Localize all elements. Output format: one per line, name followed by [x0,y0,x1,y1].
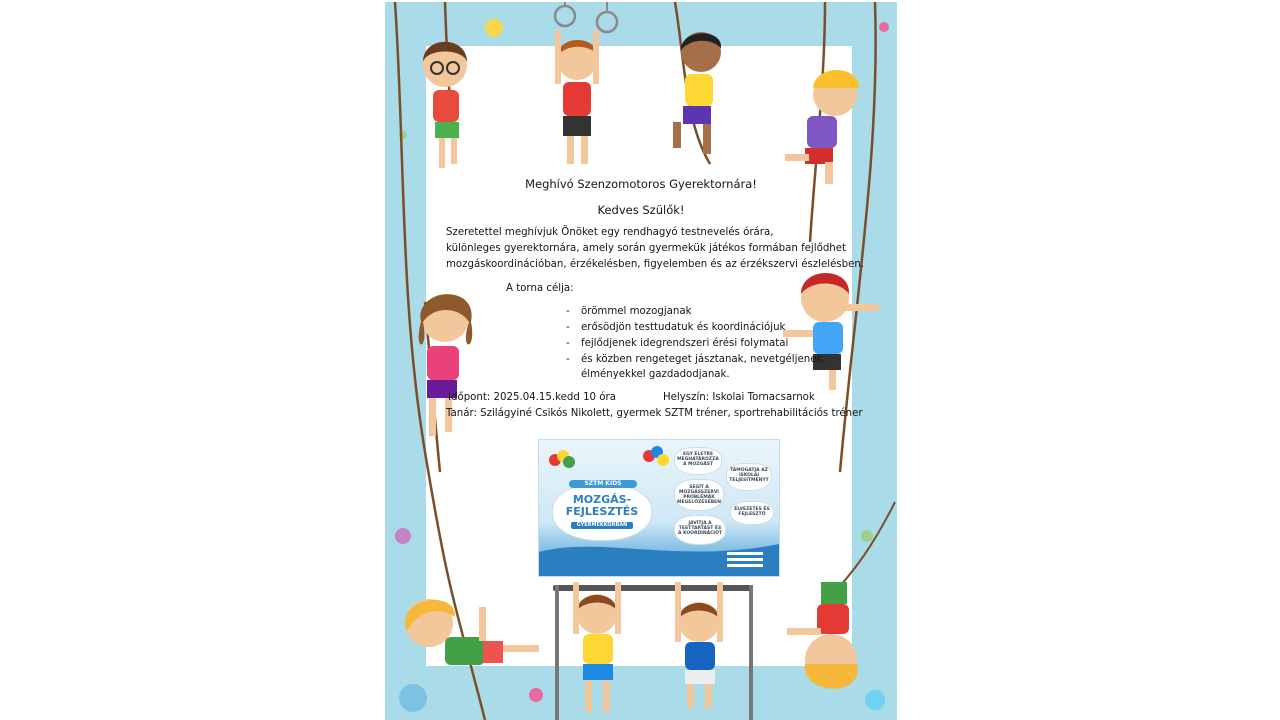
flyer-ribbon: GYERMEKKORBAN [571,522,633,529]
flyer-cloud-text: SEGÍT A MOZGÁSSZERVI PROBLÉMÁK MEGELŐZÉSÉBEN [677,485,721,505]
flyer-headline-2: FEJLESZTÉS [565,505,639,518]
goal-item: fejlődjenek idegrendszeri érési folymatai [581,338,789,349]
event-time: Időpont: 2025.04.15.kedd 10 óra [448,392,616,403]
invitation-title: Meghívó Szenzomotoros Gyerektornára! [525,177,757,191]
intro-line: mozgáskoordinációban, érzékelésben, figyelemben és az érzékszervi észlelésben. [446,259,865,270]
kid-boy-blue-shirt-illustration [783,264,893,394]
goal-item: erősödjön testtudatuk és koordinációjuk [581,322,786,333]
goal-bullet: - [566,338,570,349]
flyer-cloud-text: TÁMOGATJA AZ ISKOLAI TELJESÍTMÉNYT [729,468,769,483]
goal-item: örömmel mozogjanak [581,306,692,317]
kid-boy-yellow-shirt-illustration [653,26,733,166]
intro-line: különleges gyerektornára, amely során gyermekük játékos formában fejlődhet [446,243,847,254]
flyer-headline-1: MOZGÁS- [572,493,632,506]
teacher-info: Tanár: Szilágyiné Csikós Nikolett, gyermek SZTM tréner, sportrehabilitációs tréner [446,408,863,419]
goal-item: élményekkel gazdadodjanak. [581,369,730,380]
flyer-badge: SZTM KIDS [569,480,637,488]
goal-bullet: - [566,322,570,333]
event-place: Helyszín: Iskolai Tornacsarnok [663,392,815,403]
motor-development-flyer-image [538,439,780,577]
flyer-cloud-text: ÉLVEZETES ÉS FEJLESZTŐ [734,507,770,517]
goal-bullet: - [566,306,570,317]
kid-boy-yellow-cap-illustration [765,58,875,188]
greeting: Kedves Szülők! [597,203,685,217]
kid-boy-yellow-shirt-bar-illustration [563,582,633,720]
goal-item: és közben rengeteget jásztanak, nevetgéljenek, [581,354,826,365]
goal-bullet: - [566,354,570,365]
kid-girl-glasses-illustration [405,30,485,180]
kid-girl-green-shirt-illustration [395,587,545,707]
goal-heading: A torna célja: [506,283,574,294]
kid-upside-down-illustration [777,568,887,698]
invitation-poster [385,2,897,720]
kid-boy-red-shirt-illustration [537,30,617,175]
flyer-cloud-text: EGY ÉLETRE MEGHATÁROZZA A MOZGÁST [677,452,719,467]
intro-line: Szeretettel meghívjuk Önöket egy rendhagyó testnevelés órára, [446,227,774,238]
flyer-cloud-text: JAVÍTJA A TESTTARTÁST ÉS A KOORDINÁCIÓT [678,521,722,536]
kid-boy-blue-shirt-bar-illustration [665,582,735,712]
kid-girl-pink-shirt-illustration [399,282,489,452]
